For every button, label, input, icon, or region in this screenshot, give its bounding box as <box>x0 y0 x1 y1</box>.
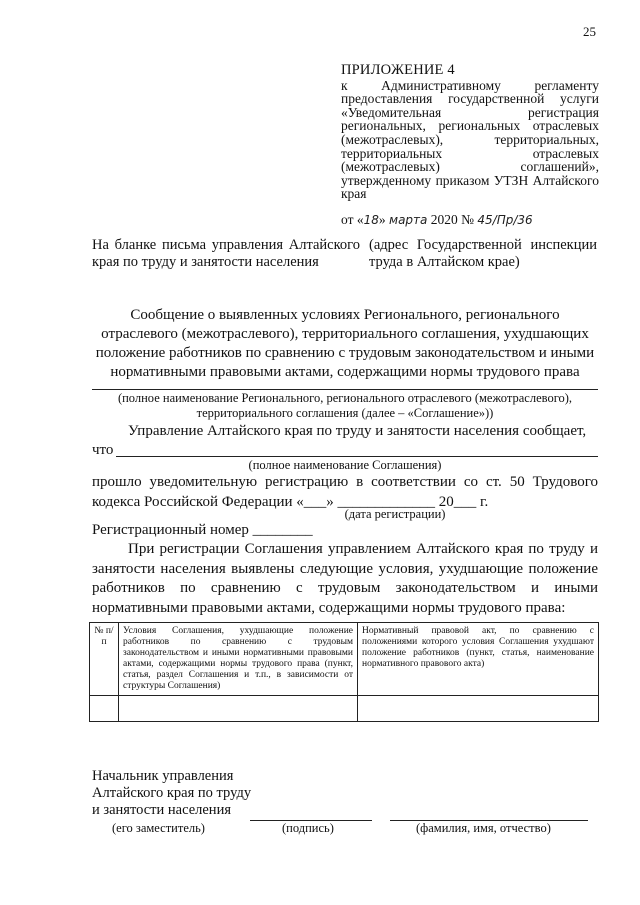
order-month-handwritten: марта <box>389 212 428 227</box>
header-number: № п/п <box>90 623 119 696</box>
agreement-line <box>116 456 598 457</box>
letterhead-right: (адрес Государственной инспекции труда в Алтайском крае) <box>369 237 597 270</box>
agreement-name-line <box>92 389 598 390</box>
conditions-text: При регистрации Соглашения управлением Алтайского края по труду и занятости населения выявлены следующие условия, ухудшающие положение работников по сравнению с трудовым законодательством и иными нормативными правовыми актами, содержащими нормы трудового права: <box>92 541 598 616</box>
table-header-row <box>90 623 599 696</box>
order-prefix: от « <box>341 211 364 227</box>
caption-full-name: (полное наименование Регионального, регионального отраслевого (межотраслевого), территориального соглашения (далее – «Соглашение»)) <box>117 391 573 420</box>
caption-deputy: (его заместитель) <box>112 821 205 835</box>
order-day-handwritten: 18 <box>363 212 379 227</box>
caption-date: (дата регистрации) <box>344 507 446 521</box>
header-conditions: Условия Соглашения, ухудшающие положение работников по сравнению с трудовым законодательством и иными нормативными правовыми актами, содержащими нормы трудового права (пункт, статья, раздел Соглашения и т.п., в зависимости от структуры Соглашения) <box>119 623 358 696</box>
order-year: 2020 № <box>427 211 478 227</box>
caption-agreement: (полное наименование Соглашения) <box>248 458 442 472</box>
signature-line-2: Алтайского края по труду <box>92 785 252 801</box>
table-cell <box>90 696 119 722</box>
passed-text: прошло уведомительную регистрацию в соответствии со ст. 50 Трудового кодекса Российской Федерации «___» _____________ 20___ г. <box>92 474 598 510</box>
reports-line: Управление Алтайского края по труду и занятости населения сообщает, <box>128 423 587 439</box>
appendix-text: к Административному регламенту предоставления государственной услуги «Уведомительная регистрация региональных, региональных отраслевых (межотраслевых), территориальных, территориальных отраслевых (межотраслевых) соглашений», утвержденному приказом УТЗН Алтайского края <box>341 77 599 202</box>
conditions-table <box>89 622 599 722</box>
caption-signature: (подпись) <box>282 821 334 835</box>
order-number-handwritten: 45/Пр/36 <box>477 212 533 227</box>
signature-line-1: Начальник управления <box>92 768 234 784</box>
appendix-block <box>341 64 599 228</box>
header-normative-act: Нормативный правовой акт, по сравнению с положениями которого условия Соглашения ухудшают положение работников (пункт, статья, наименование нормативного правового акта) <box>358 623 599 696</box>
table-cell <box>358 696 599 722</box>
letterhead-left: На бланке письма управления Алтайского края по труду и занятости населения <box>92 237 360 270</box>
what-word: что <box>92 442 114 458</box>
page-number: 25 <box>583 24 596 39</box>
caption-full-name-person: (фамилия, имя, отчество) <box>416 821 551 835</box>
order-mid: » <box>378 211 390 227</box>
appendix-order <box>341 213 599 228</box>
table-cell <box>119 696 358 722</box>
signature-title <box>92 768 292 819</box>
document-heading: Сообщение о выявленных условиях Регионального, регионального отраслевого (межотраслевого), территориального соглашения, ухудшающих положение работников по сравнению с трудовым законодательством и иными нормативными правовыми актами, содержащими нормы трудового права <box>95 307 595 380</box>
appendix-title: ПРИЛОЖЕНИЕ 4 <box>341 62 455 78</box>
table-row <box>90 696 599 722</box>
signature-line-3: и занятости населения <box>92 802 231 818</box>
registration-number: Регистрационный номер ________ <box>92 522 313 538</box>
